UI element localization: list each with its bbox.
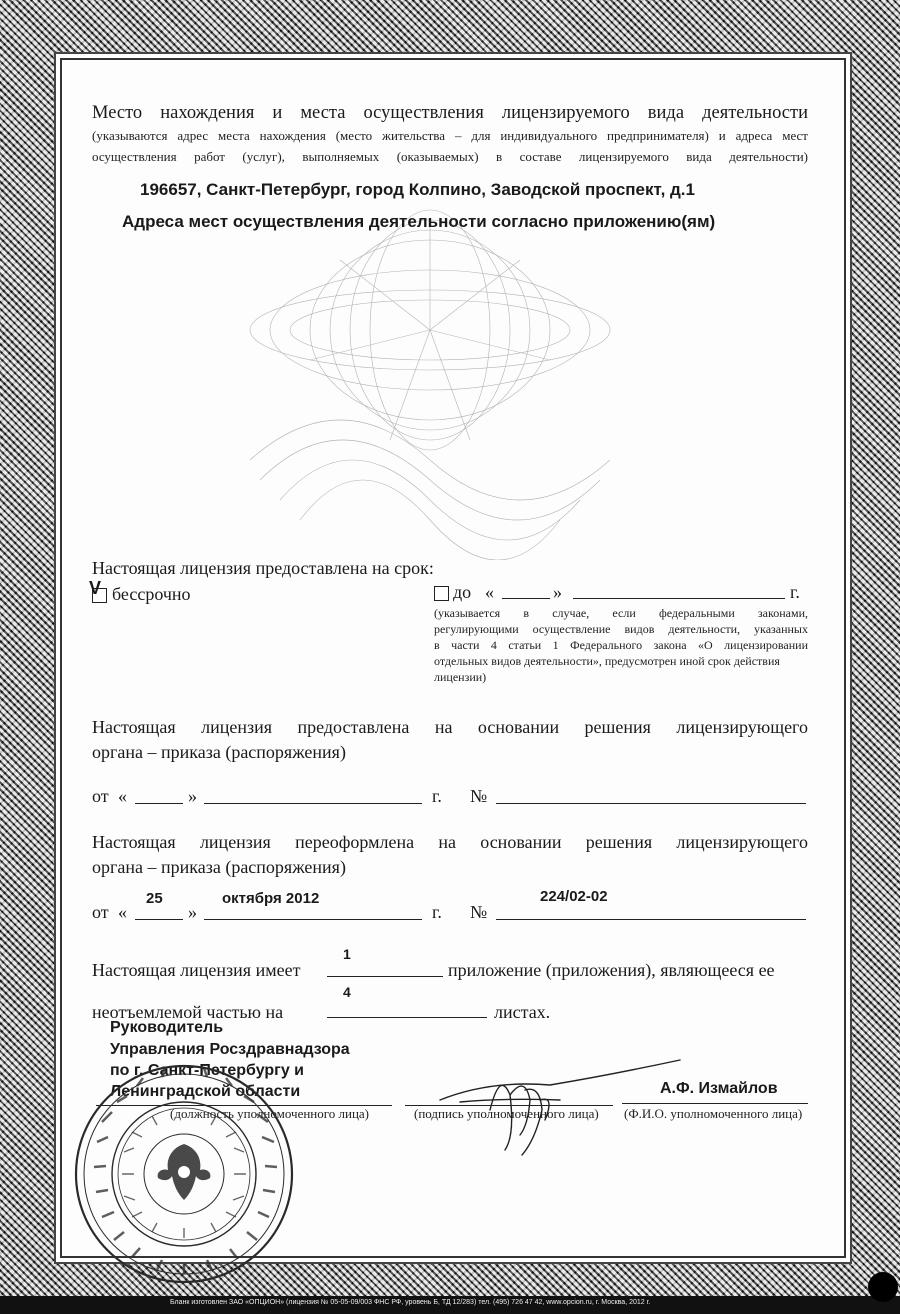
section-title: Место нахождения и места осуществления лицензируемого вида деятельности [92,103,808,123]
reissued-month-value: октября 2012 [222,890,320,907]
reissued-text: Настоящая лицензия переоформлена на основании решения лицензирующего [92,832,808,852]
reissued-month-field[interactable] [204,919,422,920]
term-note: регулирующими осуществление видов деятельности, указанных [434,622,808,636]
quote-close: » [188,786,197,806]
granted-month-field[interactable] [204,803,422,804]
until-day-field[interactable] [502,598,550,599]
year-suffix: г. [432,902,442,922]
until-month-field[interactable] [573,598,785,599]
signer-name: А.Ф. Измайлов [660,1080,778,1097]
year-suffix: г. [432,786,442,806]
appendix-sheets-value: 4 [343,984,351,1000]
reissued-number-value: 224/02-02 [540,888,608,905]
check-mark: V [89,578,102,598]
quote-close: » [188,902,197,922]
number-sign: № [470,902,488,922]
until-label: до [453,582,472,602]
corner-hole [868,1272,898,1302]
reissued-day-field[interactable] [135,919,183,920]
reissued-day-value: 25 [146,890,163,907]
from-label: от [92,902,109,922]
granted-day-field[interactable] [135,803,183,804]
quote-open: « [485,582,494,602]
quote-close: » [553,582,562,602]
section-note: осуществления работ (услуг), выполняемых (оказываемых) в составе лицензируемого вида деятельности) [92,149,808,164]
quote-open: « [118,786,127,806]
printer-imprint: Бланк изготовлен ЗАО «ОПЦИОН» (лицензия № 05-05-09/003 ФНС РФ, уровень Б, ТД 12/283) тел. (495) 726 47 42, www.opcion.ru, г. Москва, 2012 г. [170,1299,651,1306]
handwritten-signature [430,1040,690,1160]
year-suffix: г. [790,582,800,602]
number-sign: № [470,786,488,806]
position-caption: (должность уполномоченного лица) [170,1106,370,1121]
granted-text: органа – приказа (распоряжения) [92,742,346,762]
position-title: Ленинградской области [110,1083,301,1100]
indefinite-label: бессрочно [112,584,191,604]
until-checkbox[interactable] [434,586,449,601]
position-title: Управления Росздравнадзора [110,1041,350,1058]
address-text: 196657, Санкт-Петербург, город Колпино, Заводской проспект, д.1 [140,180,695,199]
name-caption: (Ф.И.О. уполномоченного лица) [624,1106,803,1121]
appendix-text: листах. [494,1002,551,1022]
term-label: Настоящая лицензия предоставлена на срок: [92,558,434,578]
position-title: по г. Санкт-Петербургу и [110,1062,304,1079]
appendix-text: неотъемлемой частью на [92,1002,284,1022]
appendix-count-field[interactable] [327,976,443,977]
section-note: (указываются адрес места нахождения (место жительства – для индивидуального предпринимателя) и адреса мест [92,128,808,143]
quote-open: « [118,902,127,922]
position-title: Руководитель [110,1019,224,1036]
reissued-text: органа – приказа (распоряжения) [92,857,346,877]
granted-text: Настоящая лицензия предоставлена на основании решения лицензирующего [92,717,808,737]
appendix-sheets-field[interactable] [327,1017,487,1018]
appendix-text: Настоящая лицензия имеет [92,960,301,980]
guilloche-rosette [220,200,640,560]
address-note: Адреса мест осуществления деятельности согласно приложению(ям) [122,212,716,231]
reissued-number-field[interactable] [496,919,806,920]
granted-number-field[interactable] [496,803,806,804]
signature-caption: (подпись уполномоченного лица) [414,1106,599,1121]
term-note: отдельных видов деятельности», предусмотрен иной срок действия [434,654,780,668]
from-label: от [92,786,109,806]
term-note: лицензии) [434,670,487,684]
official-seal [72,1062,297,1287]
appendix-text: приложение (приложения), являющееся ее [448,960,775,980]
appendix-count-value: 1 [343,946,351,962]
term-note: в части 4 статьи 1 Федерального закона «О лицензировании [434,638,808,652]
term-note: (указывается в случае, если федеральными законами, [434,606,808,620]
